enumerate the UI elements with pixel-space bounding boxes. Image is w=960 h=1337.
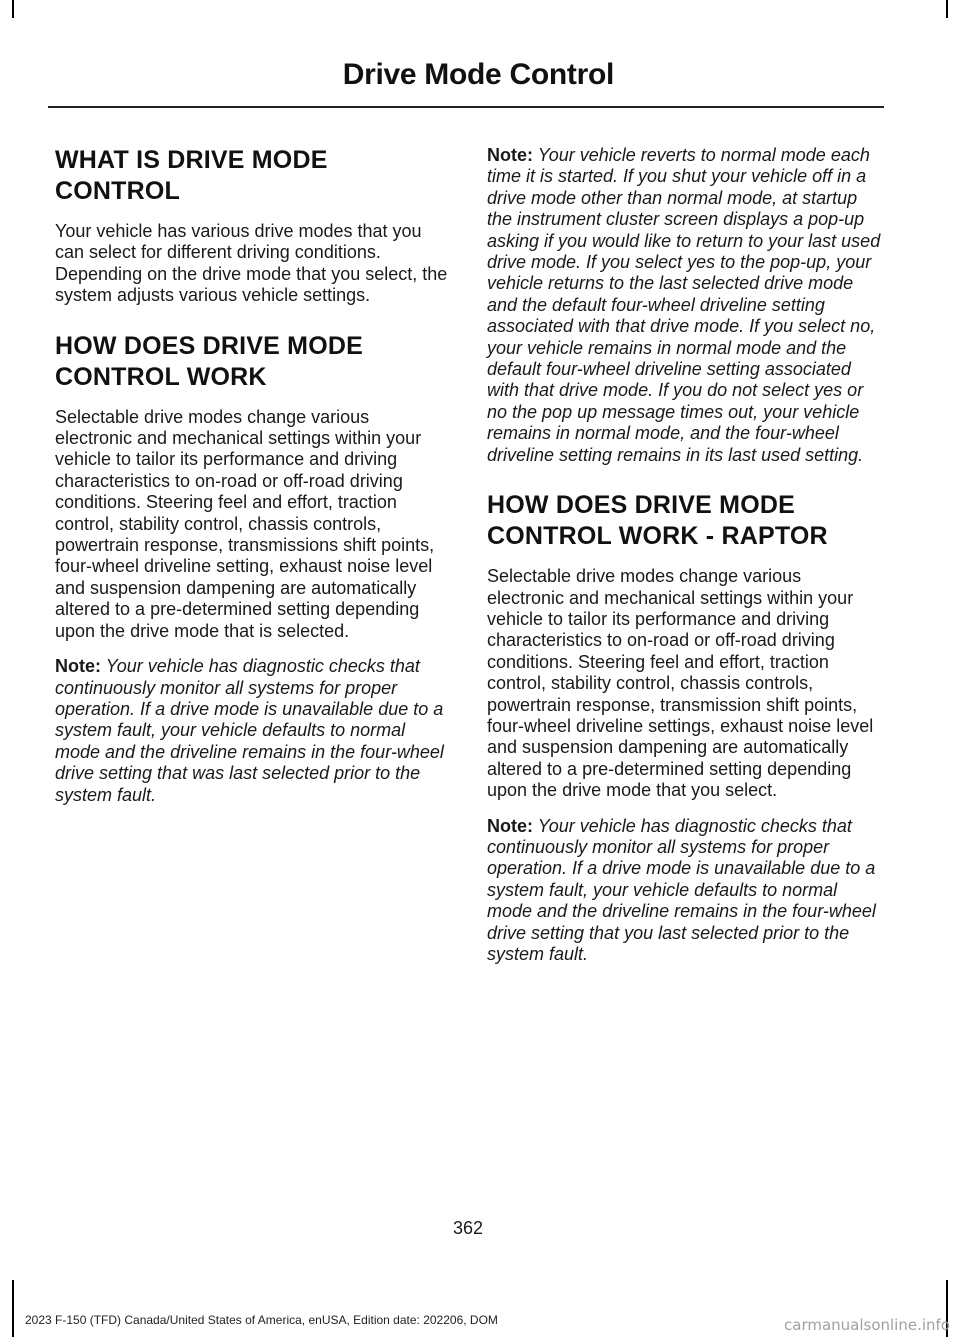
note-label: Note:	[487, 145, 533, 165]
note-reverts-normal-mode	[487, 145, 882, 466]
right-column	[487, 145, 882, 979]
heading-line-1: HOW DOES DRIVE MODE	[487, 491, 795, 520]
note-text: Your vehicle reverts to normal mode each time it is started. If you shut your vehicle off in a drive mode other than normal mode, at startup the instrument cluster screen displays a pop-up asking if you would like to return to your last used drive mode. If you select yes to the pop-up, your vehicle returns to the last selected drive mode and the default four-wheel driveline setting associated with that drive mode. If you select no, your vehicle remains in normal mode and the default four-wheel driveline setting associated with that drive mode. If you do not select yes or no the pop up message times out, your vehicle remains in normal mode, and the four-wheel driveline setting remains in its last used setting.	[487, 145, 881, 465]
heading-line-2: CONTROL WORK	[55, 362, 267, 391]
page-number: 362	[452, 1218, 484, 1238]
note-diagnostic-raptor	[487, 816, 882, 966]
page-title: Drive Mode Control	[342, 58, 614, 91]
section-body-what-is: Your vehicle has various drive modes that you can select for different driving conditions. Depending on the drive mode that you select, the system adjusts various vehicle settings.	[55, 221, 448, 306]
header-divider	[48, 106, 884, 108]
note-text: Your vehicle has diagnostic checks that continuously monitor all systems for proper operation. If a drive mode is unavailable due to a system fault, your vehicle defaults to normal mode and the driveline remains in the four-wheel drive setting that was last selected prior to the system fault.	[55, 656, 444, 805]
note-diagnostic	[55, 656, 450, 806]
crop-mark-bottom-left	[12, 1280, 14, 1337]
heading-line-2: CONTROL WORK - RAPTOR	[487, 522, 828, 551]
heading-line-2: CONTROL	[55, 177, 180, 205]
note-label: Note:	[487, 815, 533, 836]
heading-line-1: HOW DOES DRIVE MODE	[55, 331, 363, 360]
section-body-raptor: Selectable drive modes change various electronic and mechanical settings within your vehicle to tailor its performance and driving characteristics to on-road or off-road driving conditions. Steering feel and effort, traction control, stability control, chassis controls, powertrain response, transmission shift points, four-wheel driveline settings, exhaust noise level and suspension dampening are automatically altered to a pre-determined setting depending upon the drive mode that you select.	[487, 566, 874, 801]
watermark: carmanualsonline.info	[784, 1316, 950, 1334]
section-body-how-does: Selectable drive modes change various electronic and mechanical settings within your vehicle to tailor its performance and driving characteristics to on-road or off-road driving conditions. Steering feel and effort, traction control, stability control, chassis controls, powertrain response, transmissions shift points, four-wheel driveline setting, exhaust noise level and suspension dampening are automatically altered to a pre-determined setting depending upon the drive mode that is selected.	[55, 406, 435, 641]
footer-edition-info: 2023 F-150 (TFD) Canada/United States of America, enUSA, Edition date: 202206, DOM	[25, 1313, 498, 1327]
note-label: Note:	[55, 656, 101, 677]
left-column	[55, 145, 450, 820]
heading-line-1: WHAT IS DRIVE MODE	[55, 146, 328, 174]
crop-mark-top-left	[12, 0, 14, 18]
crop-mark-top-right	[946, 0, 948, 18]
section-heading-raptor	[487, 490, 882, 552]
section-heading-how-does	[55, 331, 450, 393]
note-text: Your vehicle has diagnostic checks that continuously monitor all systems for proper operation. If a drive mode is unavailable due to a system fault, your vehicle defaults to normal mode and the driveline remains in the four-wheel drive setting that you last selected prior to the system fault.	[487, 815, 876, 964]
section-heading-what-is	[55, 145, 450, 207]
